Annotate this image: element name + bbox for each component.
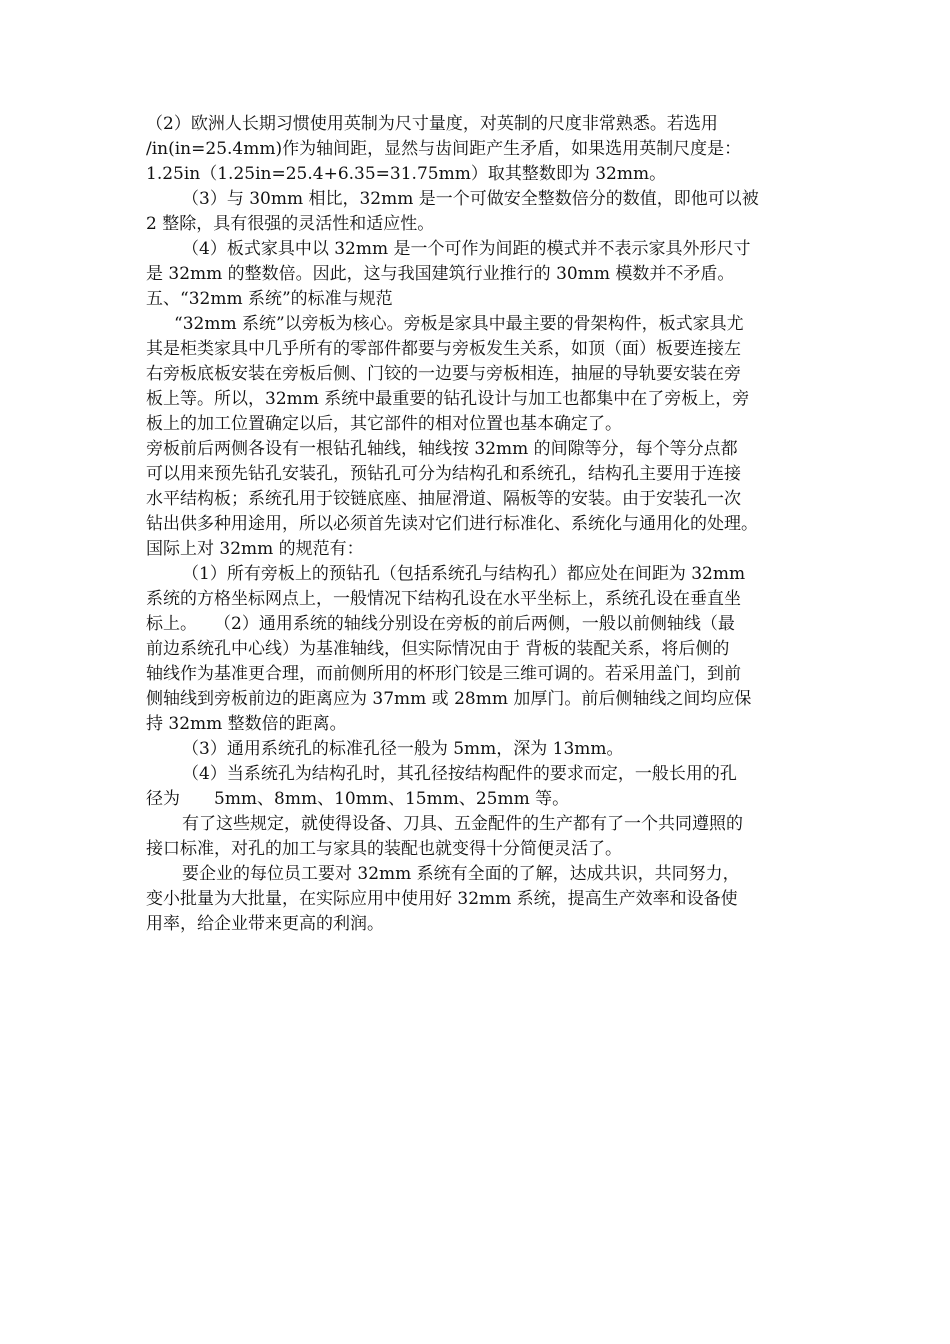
text-line: 1.25in（1.25in=25.4+6.35=31.75mm）取其整数即为 32mm。 (146, 164, 667, 184)
text-line: 板上等。所以，32mm 系统中最重要的钻孔设计与加工也都集中在了旁板上，旁 (146, 389, 750, 409)
text-line: “32mm 系统”以旁板为核心。旁板是家具中最主要的骨架构件，板式家具尤 (174, 314, 744, 334)
text-line: 持 32mm 整数倍的距离。 (146, 714, 347, 734)
text-line: 水平结构板；系统孔用于铰链底座、抽屉滑道、隔板等的安装。由于安装孔一次 (146, 489, 741, 509)
text-line: 钻出供多种用途用，所以必须首先读对它们进行标准化、系统化与通用化的处理。 (146, 514, 758, 534)
text-line: 板上的加工位置确定以后，其它部件的相对位置也基本确定了。 (146, 414, 622, 434)
text-line: 其是柜类家具中几乎所有的零部件都要与旁板发生关系，如顶（面）板要连接左 (146, 339, 741, 359)
text-line: （3）与 30mm 相比，32mm 是一个可做安全整数倍分的数值，即他可以被 (182, 189, 759, 209)
text-line: 有了这些规定，就使得设备、刀具、五金配件的生产都有了一个共同遵照的 (182, 814, 743, 834)
text-line: 是 32mm 的整数倍。因此，这与我国建筑行业推行的 30mm 模数并不矛盾。 (146, 264, 735, 284)
text-line: 用率，给企业带来更高的利润。 (146, 914, 384, 934)
text-line: 径为 5mm、8mm、10mm、15mm、25mm 等。 (146, 789, 570, 809)
text-line: 五、“32mm 系统”的标准与规范 (146, 289, 393, 309)
text-line: 前边系统孔中心线）为基准轴线，但实际情况由于 背板的装配关系，将后侧的 (146, 639, 730, 659)
text-line: 接口标准，对孔的加工与家具的装配也就变得十分简便灵活了。 (146, 839, 622, 859)
text-line: 侧轴线到旁板前边的距离应为 37mm 或 28mm 加厚门。前后侧轴线之间均应保 (146, 689, 752, 709)
text-line: （4）板式家具中以 32mm 是一个可作为间距的模式并不表示家具外形尺寸 (182, 239, 751, 259)
document-body (146, 112, 810, 937)
text-line: 标上。 （2）通用系统的轴线分别设在旁板的前后两侧，一般以前侧轴线（最 (146, 614, 735, 634)
text-line: 要企业的每位员工要对 32mm 系统有全面的了解，达成共识，共同努力， (182, 864, 740, 884)
text-line: 旁板前后两侧各设有一根钻孔轴线，轴线按 32mm 的间隙等分，每个等分点都 (146, 439, 738, 459)
text-line: 右旁板底板安装在旁板后侧、门铰的一边要与旁板相连，抽屉的导轨要安装在旁 (146, 364, 741, 384)
text-line: （2）欧洲人长期习惯使用英制为尺寸量度，对英制的尺度非常熟悉。若选用 (146, 114, 718, 134)
text-line: （1）所有旁板上的预钻孔（包括系统孔与结构孔）都应处在间距为 32mm (182, 564, 746, 584)
text-line: 系统的方格坐标网点上，一般情况下结构孔设在水平坐标上，系统孔设在垂直坐 (146, 589, 741, 609)
text-line: 2 整除，具有很强的灵活性和适应性。 (146, 214, 435, 234)
text-line: 国际上对 32mm 的规范有： (146, 539, 364, 559)
text-line: （4）当系统孔为结构孔时，其孔径按结构配件的要求而定，一般长用的孔 (182, 764, 737, 784)
text-line: 可以用来预先钻孔安装孔，预钻孔可分为结构孔和系统孔，结构孔主要用于连接 (146, 464, 741, 484)
text-line: /in(in=25.4mm)作为轴间距，显然与齿间距产生矛盾，如果选用英制尺度是： (146, 139, 742, 159)
text-line: 变小批量为大批量，在实际应用中使用好 32mm 系统，提高生产效率和设备使 (146, 889, 738, 909)
text-line: 轴线作为基准更合理，而前侧所用的杯形门铰是三维可调的。若采用盖门，到前 (146, 664, 741, 684)
text-line: （3）通用系统孔的标准孔径一般为 5mm，深为 13mm。 (182, 739, 624, 759)
